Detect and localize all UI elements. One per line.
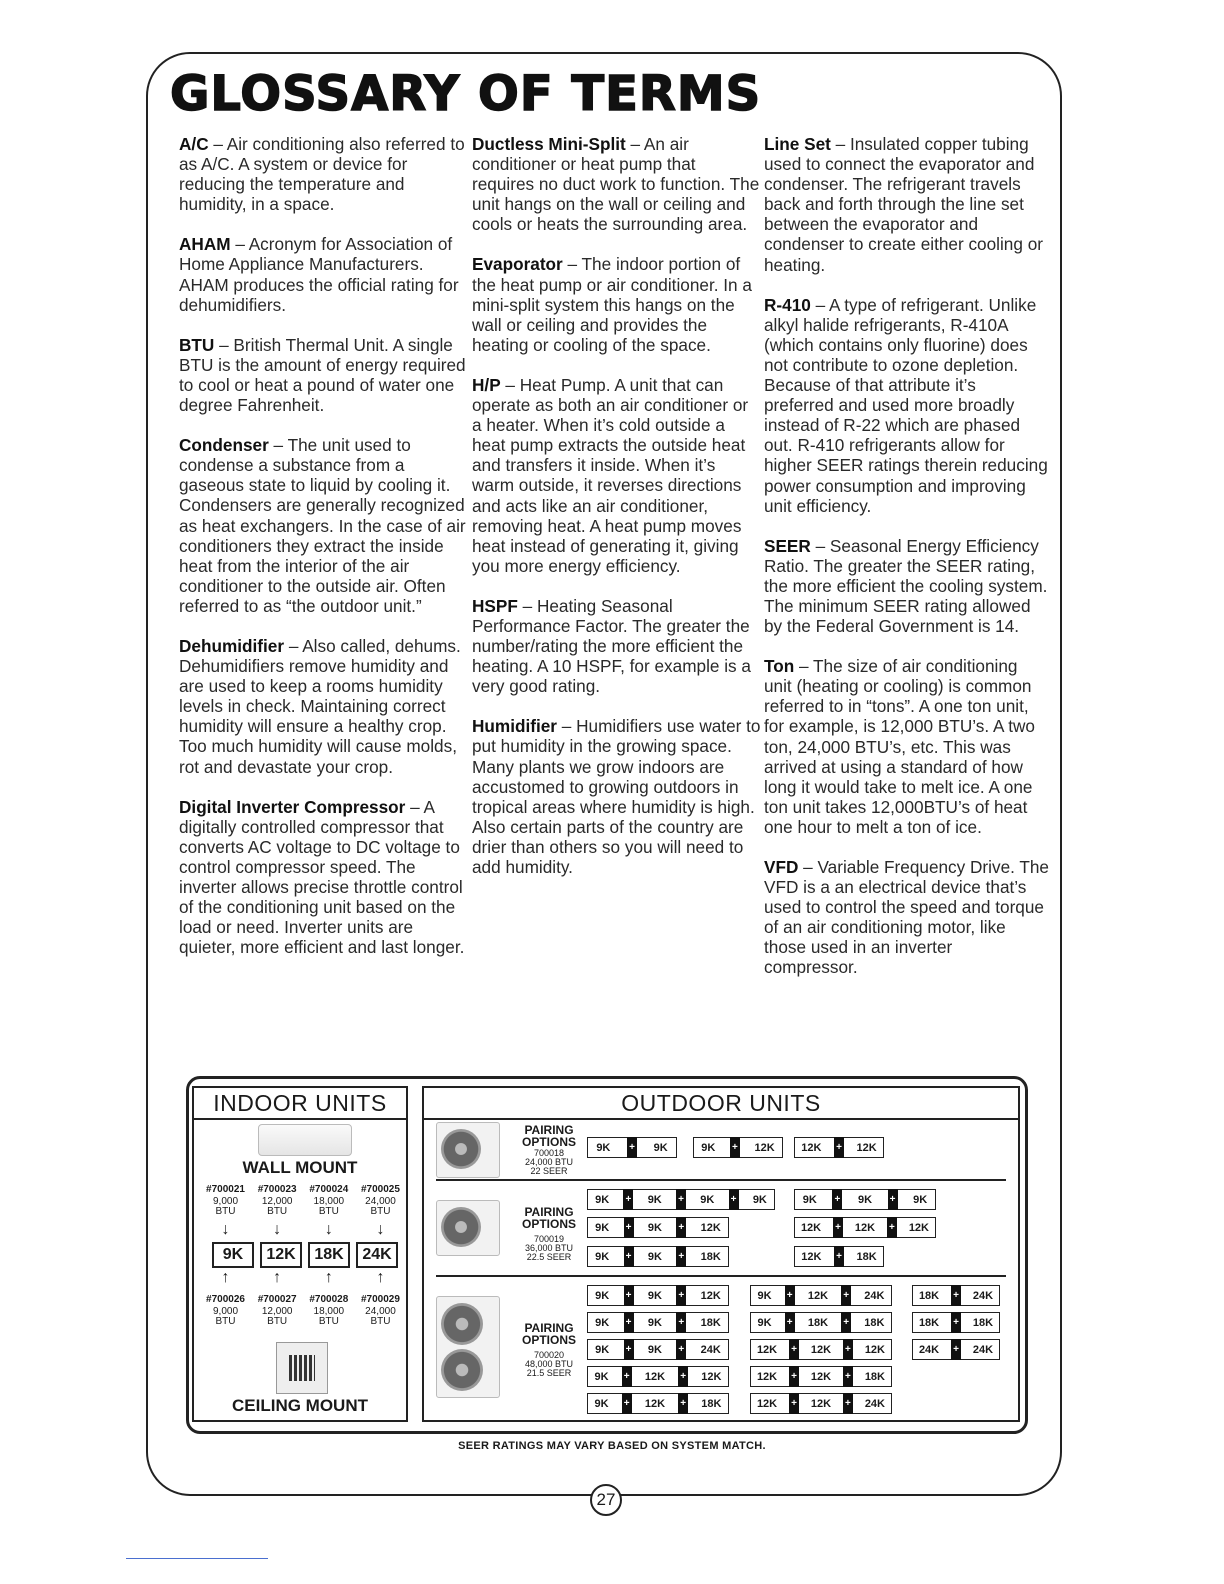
- plus-icon: +: [730, 1137, 740, 1158]
- pairing-options-label: PAIRING OPTIONS: [521, 1123, 576, 1149]
- combo-size: 9K: [647, 1193, 662, 1206]
- glossary-column-2: [472, 134, 762, 897]
- glossary-term: Evaporator: [472, 254, 563, 275]
- plus-icon: +: [676, 1189, 686, 1210]
- combo-size: 12K: [756, 1370, 778, 1383]
- glossary-definition: – The indoor portion of the heat pump or air conditioner. In a mini-split system this hangs on the wall or ceiling and provides the heating or cooling of the space.: [472, 254, 752, 355]
- wall-mount-label: WALL MOUNT: [242, 1158, 358, 1177]
- plus-icon: +: [624, 1217, 634, 1238]
- arrow-up-icon: ↑: [324, 1269, 333, 1286]
- pairing-combo: [587, 1393, 729, 1414]
- plus-icon: +: [843, 1393, 853, 1414]
- combo-size: 12K: [908, 1221, 929, 1234]
- combo-size: 9K: [757, 1289, 772, 1302]
- glossary-entry: [179, 636, 469, 777]
- plus-icon: +: [624, 1312, 634, 1333]
- glossary-term: BTU: [179, 334, 215, 355]
- glossary-term: Ton: [764, 656, 795, 677]
- pairing-combo: [794, 1246, 884, 1267]
- combo-size: 12K: [856, 1141, 877, 1154]
- glossary-entry: [764, 134, 1049, 275]
- underline-mark: [126, 1558, 268, 1559]
- plus-icon: +: [951, 1285, 961, 1306]
- plus-icon: +: [624, 1246, 634, 1267]
- glossary-definition: – British Thermal Unit. A single BTU is the amount of energy required to cool or heat a pound of water one degree Fahrenheit.: [179, 334, 466, 416]
- combo-size: 9K: [594, 1397, 609, 1410]
- combo-size: 9K: [802, 1193, 817, 1206]
- glossary-definition: – An air conditioner or heat pump that requires no duct work to function. The unit hangs on the wall or ceiling and cools or heats the surrounding area.: [472, 134, 760, 235]
- pairing-combo: [587, 1217, 729, 1238]
- glossary-term: H/P: [472, 374, 501, 395]
- combo-size: 18K: [856, 1250, 877, 1263]
- glossary-entry: [472, 716, 762, 877]
- down-arrow-row: [200, 1222, 406, 1238]
- arrow-down-icon: ↓: [324, 1221, 333, 1238]
- combo-size: 9K: [647, 1343, 662, 1356]
- glossary-entry: [472, 596, 762, 696]
- combo-size: 12K: [810, 1343, 832, 1356]
- btu-value: 9,000: [212, 1196, 239, 1207]
- outdoor-units-heading: OUTDOOR UNITS: [424, 1088, 1018, 1120]
- glossary-definition: – Air conditioning also referred to as A/C. A system or device for reducing the temperature and humidity, in a space.: [179, 134, 465, 215]
- combo-size: 9K: [701, 1141, 716, 1154]
- glossary-entry: [764, 536, 1049, 636]
- glossary-entry: [179, 234, 469, 314]
- ceiling-mount-label: CEILING MOUNT: [232, 1396, 368, 1415]
- plus-icon: +: [843, 1366, 853, 1387]
- combo-size: 18K: [918, 1289, 940, 1302]
- btu-unit: BTU: [318, 1316, 339, 1327]
- outdoor-unit-image: [436, 1122, 500, 1178]
- wall-mount-unit-image: [258, 1124, 352, 1156]
- glossary-definition: – Heating Seasonal Performance Factor. The greater the number/rating the more efficient the heating. A 10 HSPF, for example is a very good rating.: [472, 595, 751, 697]
- glossary-entry: [764, 295, 1049, 516]
- arrow-down-icon: ↓: [376, 1221, 385, 1238]
- arrow-down-icon: ↓: [221, 1221, 230, 1238]
- combo-size: 9K: [595, 1343, 610, 1356]
- plus-icon: +: [951, 1312, 961, 1333]
- combo-size: 12K: [801, 1250, 822, 1263]
- btu-value: 12,000: [261, 1196, 293, 1207]
- combo-size: 9K: [647, 1250, 662, 1263]
- combo-size: 12K: [800, 1221, 822, 1234]
- btu-value: 18,000: [313, 1306, 345, 1317]
- plus-icon: +: [841, 1312, 851, 1333]
- glossary-definition: – The unit used to condense a substance from a gaseous state to liquid by cooling it. Condensers are generally recognized as heat exchangers. In the case of air conditioners they extract the inside heat from the interior of the air conditioner to the outside air. Often referred to as “the outdoor unit.”: [179, 435, 466, 616]
- pairing-combo: [912, 1339, 1000, 1360]
- plus-icon: +: [676, 1312, 686, 1333]
- btu-value: 24,000: [365, 1196, 396, 1207]
- combo-size: 24K: [864, 1397, 885, 1410]
- plus-icon: +: [627, 1137, 637, 1158]
- plus-icon: +: [887, 1217, 897, 1238]
- pairing-combo: [587, 1137, 677, 1158]
- combo-size: 18K: [864, 1370, 885, 1383]
- pairing-combo: [587, 1366, 729, 1387]
- combo-size: 12K: [701, 1370, 722, 1383]
- pairing-options-label: PAIRING OPTIONS: [521, 1321, 576, 1347]
- seer-footnote: SEER RATINGS MAY VARY BASED ON SYSTEM MATCH.: [458, 1440, 766, 1452]
- glossary-term: Line Set: [764, 134, 831, 154]
- btu-unit: BTU: [318, 1206, 339, 1217]
- pairing-combo: [794, 1217, 936, 1238]
- combo-size: 18K: [918, 1316, 940, 1329]
- combo-size: 12K: [854, 1221, 876, 1234]
- glossary-term: R-410: [764, 294, 811, 315]
- plus-icon: +: [789, 1339, 799, 1360]
- outdoor-unit-image: [436, 1200, 500, 1256]
- plus-icon: +: [676, 1217, 686, 1238]
- combo-size: 18K: [700, 1250, 721, 1263]
- pairing-combo: [693, 1137, 783, 1158]
- glossary-term: VFD: [764, 857, 799, 877]
- pairing-combo: [750, 1312, 892, 1333]
- ceiling-model-row: [200, 1294, 406, 1305]
- combo-size: 9K: [653, 1141, 668, 1154]
- combo-size: 9K: [595, 1316, 610, 1329]
- glossary-definition: – Acronym for Association of Home Appliance Manufacturers. AHAM produces the official rating for dehumidifiers.: [179, 234, 459, 315]
- combo-size: 12K: [810, 1397, 832, 1410]
- ceiling-cassette-image: [276, 1342, 328, 1394]
- page-number: 27: [590, 1484, 622, 1516]
- combo-size: 9K: [595, 1250, 610, 1263]
- pairing-combo: [912, 1285, 1000, 1306]
- arrow-up-icon: ↑: [273, 1269, 282, 1286]
- combo-size: 24K: [864, 1289, 885, 1302]
- combo-size: 18K: [701, 1397, 722, 1410]
- combo-size: 24K: [918, 1343, 940, 1356]
- plus-icon: +: [789, 1366, 799, 1387]
- model-number: #700029: [361, 1294, 400, 1305]
- combo-size: 12K: [754, 1141, 775, 1154]
- model-number: #700026: [206, 1294, 245, 1305]
- glossary-entry: [764, 857, 1049, 978]
- combo-size: 9K: [647, 1221, 662, 1234]
- glossary-term: HSPF: [472, 595, 518, 616]
- glossary-term: Humidifier: [472, 716, 557, 737]
- glossary-column-1: [179, 134, 469, 977]
- combo-size: 12K: [756, 1397, 778, 1410]
- glossary-term: AHAM: [179, 234, 231, 255]
- arrow-up-icon: ↑: [376, 1269, 385, 1286]
- pairing-combo: [587, 1285, 729, 1306]
- glossary-term: Ductless Mini-Split: [472, 134, 626, 154]
- btu-value: 24,000: [365, 1306, 396, 1317]
- btu-unit: BTU: [215, 1206, 236, 1217]
- combo-size: 12K: [644, 1370, 666, 1383]
- glossary-definition: – Insulated copper tubing used to connect the evaporator and condenser. The refrigerant travels back and forth through the line set between the evaporator and condenser to create either cooling or heating.: [764, 134, 1043, 275]
- plus-icon: +: [834, 1246, 844, 1267]
- wall-btu-row: [200, 1197, 406, 1217]
- model-number: #700028: [309, 1294, 349, 1305]
- size-box: 18K: [308, 1242, 350, 1268]
- glossary-term: Condenser: [179, 435, 269, 456]
- plus-icon: +: [785, 1285, 795, 1306]
- pairing-combo: [794, 1189, 936, 1210]
- combo-size: 12K: [864, 1343, 885, 1356]
- glossary-entry: [179, 134, 469, 214]
- glossary-entry: [472, 134, 762, 234]
- pairing-combo: [587, 1312, 729, 1333]
- plus-icon: +: [843, 1339, 853, 1360]
- combo-size: 18K: [864, 1316, 885, 1329]
- glossary-definition: – Variable Frequency Drive. The VFD is a an electrical device that’s used to control the speed and torque of an air conditioning motor, like those used in an inverter compressor.: [764, 857, 1049, 978]
- plus-icon: +: [678, 1393, 688, 1414]
- pairing-options-label: PAIRING OPTIONS: [521, 1205, 576, 1231]
- combo-size: 9K: [752, 1193, 767, 1206]
- unit-seer: 21.5 SEER: [526, 1368, 572, 1378]
- glossary-column-3: [764, 134, 1049, 998]
- plus-icon: +: [834, 1137, 844, 1158]
- glossary-entry: [179, 335, 469, 415]
- combo-size: 12K: [644, 1397, 666, 1410]
- arrow-up-icon: ↑: [221, 1269, 230, 1286]
- glossary-definition: – Seasonal Energy Efficiency Ratio. The greater the SEER rating, the more efficient the cooling system. The minimum SEER rating allowed by the Federal Government is 14.: [764, 535, 1048, 637]
- ceiling-btu-row: [200, 1307, 406, 1327]
- combo-size: 9K: [647, 1316, 662, 1329]
- combo-size: 24K: [972, 1343, 994, 1356]
- glossary-definition: – The size of air conditioning unit (heating or cooling) is common referred to in “tons”. A one ton unit, for example, is 12,000 BTU’s. A two ton, 24,000 BTU’s, etc. This was arrived at using a standard of how long it would take to melt ice. A one ton unit takes 12,000BTU’s of heat one hour to melt a ton of ice.: [764, 656, 1035, 837]
- pairing-combo: [587, 1189, 775, 1210]
- pairing-combo: [750, 1339, 892, 1360]
- combo-size: 12K: [700, 1221, 721, 1234]
- plus-icon: +: [624, 1339, 634, 1360]
- btu-unit: BTU: [215, 1316, 236, 1327]
- combo-size: 9K: [596, 1141, 611, 1154]
- glossary-term: Digital Inverter Compressor: [179, 796, 406, 817]
- plus-icon: +: [785, 1312, 795, 1333]
- size-box: 24K: [356, 1242, 398, 1268]
- plus-icon: +: [832, 1189, 842, 1210]
- glossary-definition: – Also called, dehums. Dehumidifiers remove humidity and are used to keep a rooms humidity levels in check. Maintaining correct humidity will ensure a healthy crop. Too much humidity will cause molds, rot and devastate your crop.: [179, 635, 461, 777]
- plus-icon: +: [622, 1366, 632, 1387]
- divider: [436, 1275, 1006, 1277]
- glossary-definition: – Heat Pump. A unit that can operate as both an air conditioner or a heater. When it’s cold outside a heat pump extracts the outside heat and transfers it inside. When it’s warm outside, it reverses directions and acts like an air conditioner, removing heat. A heat pump moves heat instead of generating it, giving you more energy efficiency.: [472, 374, 749, 576]
- btu-value: 9,000: [212, 1306, 239, 1317]
- combo-size: 18K: [807, 1316, 829, 1329]
- indoor-units-heading: INDOOR UNITS: [194, 1088, 406, 1120]
- size-box: 9K: [212, 1242, 254, 1268]
- combo-size: 9K: [594, 1370, 609, 1383]
- combo-size: 18K: [972, 1316, 994, 1329]
- plus-icon: +: [951, 1339, 961, 1360]
- btu-value: 18,000: [313, 1196, 345, 1207]
- glossary-definition: – A digitally controlled compressor that converts AC voltage to DC voltage to control compressor speed. The inverter allows precise throttle control of the conditioning unit based on the load or need. Inverter units are quieter, more efficient and last longer.: [179, 796, 465, 958]
- plus-icon: +: [676, 1246, 686, 1267]
- indoor-size-row: [212, 1242, 398, 1268]
- unit-seer: 22.5 SEER: [526, 1252, 572, 1262]
- plus-icon: +: [676, 1339, 686, 1360]
- unit-model: 700018: [533, 1148, 565, 1158]
- model-number: #700024: [309, 1184, 349, 1195]
- model-number: #700025: [361, 1184, 400, 1195]
- combo-size: 12K: [756, 1343, 778, 1356]
- plus-icon: +: [833, 1217, 843, 1238]
- glossary-entry: [472, 254, 762, 354]
- outdoor-unit-image: [436, 1296, 500, 1398]
- plus-icon: +: [789, 1393, 799, 1414]
- combo-size: 12K: [810, 1370, 832, 1383]
- unit-btu: 24,000 BTU: [524, 1157, 574, 1167]
- pairing-combo: [750, 1393, 892, 1414]
- btu-unit: BTU: [370, 1316, 391, 1327]
- combo-size: 9K: [700, 1193, 715, 1206]
- glossary-term: SEER: [764, 535, 811, 556]
- combo-size: 9K: [595, 1221, 610, 1234]
- glossary-definition: – A type of refrigerant. Unlike alkyl halide refrigerants, R-410A (which contains only fluorine) does not contribute to ozone depletion. Because of that attribute it’s preferred and used more broadly instead of R-22 which are phased out. R-410 refrigerants allow for higher SEER ratings therein reducing power consumption and improving unit efficiency.: [764, 294, 1048, 516]
- plus-icon: +: [622, 1393, 632, 1414]
- glossary-definition: – Humidifiers use water to put humidity in the growing space. Many plants we grow indoors are accustomed to growing outdoors in tropical areas where humidity is high. Also certain parts of the country are drier than others so you will need to add humidity.: [472, 716, 761, 877]
- btu-value: 12,000: [261, 1306, 293, 1317]
- glossary-entry: [764, 656, 1049, 837]
- page-title: GLOSSARY OF TERMS: [170, 66, 762, 122]
- pairing-combo: [750, 1285, 892, 1306]
- unit-model: 700020: [533, 1350, 565, 1360]
- plus-icon: +: [888, 1189, 898, 1210]
- plus-icon: +: [676, 1285, 686, 1306]
- combo-size: 9K: [595, 1289, 610, 1302]
- unit-model: 700019: [533, 1234, 565, 1244]
- btu-unit: BTU: [370, 1206, 391, 1217]
- size-box: 12K: [260, 1242, 302, 1268]
- btu-unit: BTU: [267, 1206, 288, 1217]
- model-number: #700021: [206, 1184, 245, 1195]
- model-number: #700027: [257, 1294, 297, 1305]
- combo-size: 12K: [807, 1289, 829, 1302]
- combo-size: 9K: [595, 1193, 610, 1206]
- pairing-combo: [794, 1137, 884, 1158]
- combo-size: 9K: [913, 1193, 928, 1206]
- combo-size: 24K: [700, 1343, 721, 1356]
- combo-size: 24K: [972, 1289, 994, 1302]
- plus-icon: +: [841, 1285, 851, 1306]
- up-arrow-row: [200, 1270, 406, 1286]
- arrow-down-icon: ↓: [273, 1221, 282, 1238]
- glossary-term: Dehumidifier: [179, 635, 285, 656]
- model-number: #700023: [257, 1184, 297, 1195]
- plus-icon: +: [678, 1366, 688, 1387]
- combo-size: 18K: [700, 1316, 721, 1329]
- pairing-combo: [587, 1246, 729, 1267]
- combo-size: 9K: [857, 1193, 873, 1206]
- unit-seer: 22 SEER: [530, 1166, 568, 1176]
- unit-btu: 48,000 BTU: [524, 1359, 574, 1369]
- unit-btu: 36,000 BTU: [524, 1243, 574, 1253]
- pairing-combo: [750, 1366, 892, 1387]
- divider: [436, 1179, 1006, 1181]
- combo-size: 12K: [700, 1289, 721, 1302]
- glossary-term: A/C: [179, 134, 209, 154]
- pairing-combo: [587, 1339, 729, 1360]
- combo-size: 9K: [647, 1289, 662, 1302]
- plus-icon: +: [729, 1189, 739, 1210]
- glossary-entry: [472, 375, 762, 576]
- plus-icon: +: [624, 1285, 634, 1306]
- combo-size: 12K: [801, 1141, 822, 1154]
- wall-model-row: [200, 1184, 406, 1195]
- glossary-entry: [179, 797, 469, 958]
- combo-size: 9K: [757, 1316, 772, 1329]
- pairing-combo: [912, 1312, 1000, 1333]
- plus-icon: +: [623, 1189, 633, 1210]
- glossary-entry: [179, 435, 469, 616]
- btu-unit: BTU: [267, 1316, 288, 1327]
